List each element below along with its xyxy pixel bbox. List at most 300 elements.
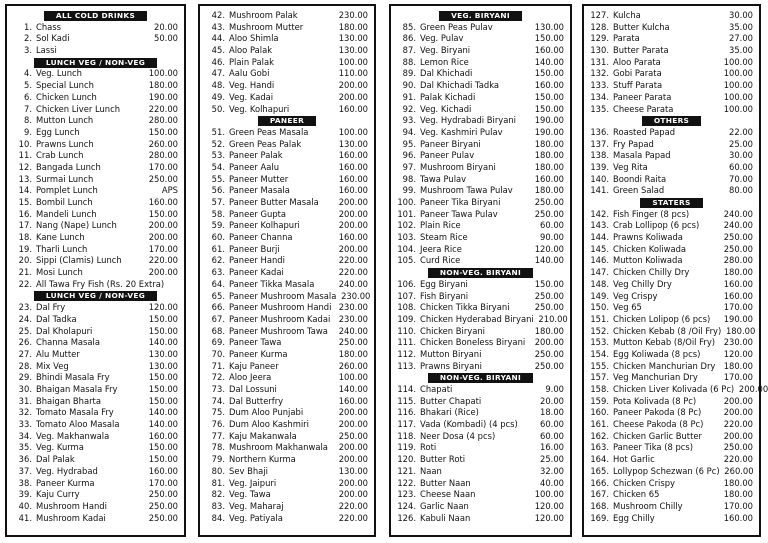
item-name: Paneer Mutter: [229, 173, 289, 184]
item-name: Butter Naan: [420, 477, 471, 488]
item-number: 67.: [211, 313, 225, 324]
item-number: 62.: [211, 255, 225, 266]
item-name: Paneer Burji: [229, 243, 280, 254]
menu-item: [397, 279, 564, 291]
item-price: 160.00: [534, 80, 564, 91]
item-price: 18.00: [540, 407, 564, 418]
item-name: Chicken Boneless Biryani: [420, 337, 526, 348]
item-name: Boondi Raita: [613, 173, 667, 184]
menu-item: [590, 302, 753, 314]
item-number: 160.: [590, 407, 609, 418]
item-price: 280.00: [723, 255, 753, 266]
item-price: 60.00: [540, 419, 564, 430]
item-name: Bhakari (Rice): [420, 407, 479, 418]
item-name: Mandeli Lunch: [36, 208, 97, 219]
item-name: Chapati: [420, 384, 453, 394]
item-name: Prawns Lunch: [36, 138, 94, 149]
item-name: Mushroom Chilly: [613, 500, 683, 511]
item-name: Lemon Rice: [420, 56, 469, 67]
menu-item: [13, 279, 178, 291]
item-name: Veg. Makhanwala: [36, 430, 110, 441]
item-name: Veg. Pulav: [420, 33, 464, 44]
item-name: Kabuli Naan: [420, 512, 471, 523]
item-price: 90.00: [540, 232, 564, 243]
item-number: 144.: [590, 232, 609, 243]
item-name: Veg. Kurma: [36, 442, 84, 453]
item-price: 160.00: [534, 45, 564, 56]
menu-item: [397, 442, 564, 454]
item-name: Paneer Tikka Masala: [229, 278, 315, 289]
menu-item: [590, 291, 753, 303]
item-price: 250.00: [534, 348, 564, 359]
item-price: 200.00: [338, 80, 368, 91]
item-number: 78.: [211, 442, 225, 453]
item-number: 44.: [211, 33, 225, 44]
item-price: 180.00: [723, 477, 753, 488]
item-price: 260.00: [724, 465, 754, 476]
item-price: 160.00: [723, 278, 753, 289]
item-price: 50.00: [154, 33, 178, 44]
item-number: 38.: [18, 477, 32, 488]
item-price: 250.00: [338, 430, 368, 441]
item-number: 23.: [18, 302, 32, 313]
menu-item: [13, 431, 178, 443]
item-name: Dal Khichadi Tadka: [420, 80, 500, 91]
menu-item: [206, 45, 368, 57]
menu-item: [590, 314, 753, 326]
item-number: 131.: [590, 56, 609, 67]
item-name: Veg. Biryani: [420, 45, 471, 56]
item-price: 130.00: [534, 21, 564, 32]
menu-item: [13, 407, 178, 419]
menu-item: [590, 10, 753, 22]
menu-item: [206, 349, 368, 361]
item-price: 100.00: [723, 103, 753, 114]
item-price: 32.00: [540, 465, 564, 476]
item-name: Garlic Naan: [420, 500, 469, 511]
section-header: [397, 372, 564, 384]
item-name: Veg. Kolhapuri: [229, 103, 290, 114]
menu-item: [397, 407, 564, 419]
item-name: Paneer Mushroom Tawa: [229, 325, 328, 336]
menu-item: [397, 197, 564, 209]
section-header-label: VEG. BIRYANI: [439, 11, 522, 21]
item-price: 160.00: [723, 512, 753, 523]
menu-item: [13, 419, 178, 431]
menu-item: [13, 174, 178, 186]
menu-item: [206, 478, 368, 490]
menu-item: [397, 22, 564, 34]
menu-item: [13, 314, 178, 326]
item-number: 36.: [18, 454, 32, 465]
item-number: 40.: [18, 500, 32, 511]
item-price: 200.00: [338, 477, 368, 488]
item-price: 190.00: [534, 126, 564, 137]
item-number: 145.: [590, 243, 609, 254]
item-price: 150.00: [148, 395, 178, 406]
menu-item: [590, 104, 753, 116]
menu-item: [397, 139, 564, 151]
item-name: Mushroom Palak: [229, 10, 298, 20]
item-number: 120.: [397, 454, 416, 465]
item-price: 150.00: [534, 91, 564, 102]
item-number: 124.: [397, 500, 416, 511]
item-number: 118.: [397, 430, 416, 441]
item-name: Steam Rice: [420, 232, 468, 243]
menu-item: [13, 244, 178, 256]
item-price: 180.00: [534, 161, 564, 172]
menu-item: [206, 267, 368, 279]
item-name: Aloo Palak: [229, 45, 273, 56]
menu-item: [206, 10, 368, 22]
item-number: 63.: [211, 267, 225, 278]
item-name: Chicken Garlic Butter: [613, 430, 702, 441]
item-price: 140.00: [534, 56, 564, 67]
item-name: Dal Kholapuri: [36, 325, 93, 336]
menu-item: [397, 384, 564, 396]
item-number: 93.: [402, 115, 416, 126]
menu-item: [397, 313, 568, 326]
item-number: 42.: [211, 10, 225, 20]
item-price: 120.00: [534, 512, 564, 523]
menu-item: [590, 162, 753, 174]
item-number: 82.: [211, 489, 225, 500]
item-number: 169.: [590, 512, 609, 523]
item-name: Chicken Hyderabad Biryani: [420, 313, 534, 324]
menu-item: [206, 489, 368, 501]
item-name: Dal Palak: [36, 454, 75, 465]
menu-item: [206, 384, 368, 396]
item-price: 150.00: [148, 384, 178, 394]
item-number: 161.: [590, 419, 609, 430]
item-number: 129.: [590, 33, 609, 44]
item-price: 150.00: [148, 325, 178, 336]
item-name: Fish Biryani: [420, 290, 469, 301]
item-price: 120.00: [534, 500, 564, 511]
item-number: 109.: [397, 313, 416, 324]
item-name: Paneer Kadai: [229, 267, 284, 278]
item-name: Paneer Biryani: [420, 138, 481, 149]
item-price: 130.00: [338, 45, 368, 56]
item-price: 190.00: [148, 91, 178, 102]
menu-item: [13, 372, 178, 384]
item-number: 168.: [590, 500, 609, 511]
item-number: 65.: [211, 290, 225, 301]
item-price: 160.00: [148, 465, 178, 476]
item-price: 260.00: [148, 138, 178, 149]
item-number: 15.: [18, 197, 32, 207]
item-name: Aloo Jeera: [229, 372, 272, 383]
menu-item: [206, 279, 368, 291]
item-number: 121.: [397, 465, 416, 476]
menu-item: [397, 185, 564, 197]
menu-item: [13, 22, 178, 34]
menu-item: [590, 33, 753, 45]
item-price: 200.00: [738, 384, 768, 394]
item-price: 180.00: [534, 185, 564, 196]
menu-item: [590, 267, 753, 279]
item-number: 130.: [590, 45, 609, 56]
item-name: Butter Roti: [420, 454, 466, 465]
item-name: Sippi (Clamis) Lunch: [36, 255, 122, 266]
section-header: [397, 267, 564, 279]
item-price: 120.00: [534, 243, 564, 254]
item-number: 1.: [24, 21, 32, 32]
item-number: 113.: [397, 360, 416, 371]
menu-item: [590, 279, 753, 291]
item-number: 95.: [402, 138, 416, 149]
menu-item: [206, 22, 368, 34]
item-number: 163.: [590, 442, 609, 453]
item-name: Veg. Kichadi: [420, 103, 472, 114]
menu-item: [397, 33, 564, 45]
item-price: 200.00: [338, 220, 368, 231]
item-number: 58.: [211, 208, 225, 219]
item-number: 20.: [18, 255, 32, 266]
menu-item: [397, 244, 564, 256]
menu-item: [13, 33, 178, 45]
item-price: 25.00: [729, 138, 753, 149]
item-name: Masala Papad: [613, 150, 671, 161]
item-number: 127.: [590, 10, 609, 20]
item-price: 250.00: [723, 232, 753, 243]
item-number: 97.: [402, 161, 416, 172]
item-number: 77.: [211, 430, 225, 441]
section-header-label: NON-VEG. BIRYANI: [428, 268, 533, 278]
menu-item: [397, 209, 564, 221]
menu-item: [13, 442, 178, 454]
item-price: 70.00: [729, 173, 753, 184]
item-price: 20.00: [154, 21, 178, 32]
item-number: 80.: [211, 465, 225, 476]
item-number: 28.: [18, 360, 32, 371]
item-name: Paneer Tika Biryani: [420, 197, 501, 207]
item-number: 110.: [397, 325, 416, 336]
menu-item: [590, 489, 753, 501]
item-number: 70.: [211, 348, 225, 359]
item-number: 68.: [211, 325, 225, 336]
item-name: Veg. Patiyala: [229, 512, 283, 523]
item-number: 153.: [590, 337, 609, 348]
menu-item: [13, 361, 178, 373]
item-price: 200.00: [338, 243, 368, 254]
item-number: 112.: [397, 348, 416, 359]
item-name: Chicken Tikka Biryani: [420, 302, 510, 313]
menu-item: [397, 361, 564, 373]
item-number: 101.: [397, 208, 416, 219]
menu-item: [13, 68, 178, 80]
item-price: 150.00: [148, 372, 178, 383]
item-price: 100.00: [338, 372, 368, 383]
menu-item: [13, 384, 178, 396]
menu-item: [590, 92, 753, 104]
item-name: Chicken Lolipop (6 pcs): [613, 313, 711, 324]
menu-item: [397, 162, 564, 174]
item-number: 114.: [397, 384, 416, 394]
menu-item: [206, 255, 368, 267]
item-number: 56.: [211, 185, 225, 196]
menu-item: [397, 513, 564, 525]
menu-item: [397, 302, 564, 314]
item-number: 92.: [402, 103, 416, 114]
menu-item: [397, 349, 564, 361]
item-name: Plain Rice: [420, 220, 461, 231]
item-price: 170.00: [723, 372, 753, 383]
item-name: Crab Lollipop (6 pcs): [613, 220, 700, 231]
menu-item: [13, 337, 178, 349]
item-number: 126.: [397, 512, 416, 523]
item-number: 100.: [397, 197, 416, 207]
item-name: Mushroom Biryani: [420, 161, 496, 172]
item-number: 166.: [590, 477, 609, 488]
item-price: 150.00: [534, 68, 564, 79]
item-number: 79.: [211, 454, 225, 465]
item-number: 46.: [211, 56, 225, 67]
item-number: 76.: [211, 419, 225, 430]
item-price: 180.00: [148, 80, 178, 91]
menu-item: [397, 92, 564, 104]
item-name: Veg Crispy: [613, 290, 658, 301]
item-number: 45.: [211, 45, 225, 56]
item-name: Pota Kolivada (8 Pc): [613, 395, 697, 406]
item-price: 200.00: [723, 407, 753, 418]
menu-item: [206, 174, 368, 186]
item-number: 47.: [211, 68, 225, 79]
item-name: Chicken Kebab (8 /Oil Fry): [613, 325, 722, 336]
item-price: 160.00: [338, 232, 368, 243]
menu-item: [590, 419, 753, 431]
menu-item: [590, 466, 753, 478]
menu-item: [397, 419, 564, 431]
item-price: 220.00: [338, 500, 368, 511]
item-number: 103.: [397, 232, 416, 243]
item-name: Chicken Liver Lunch: [36, 103, 121, 114]
item-price: 130.00: [338, 33, 368, 44]
item-number: 115.: [397, 395, 416, 406]
item-price: 140.00: [148, 407, 178, 418]
item-price: 80.00: [729, 185, 753, 196]
item-price: 240.00: [338, 325, 368, 336]
section-header-label: STATERS: [640, 198, 702, 208]
item-name: Hot Garlic: [613, 454, 655, 465]
item-name: Kaju Curry: [36, 489, 80, 500]
item-number: 17.: [18, 220, 32, 231]
item-number: 117.: [397, 419, 416, 430]
item-price: 200.00: [148, 267, 178, 278]
section-header-label: ALL COLD DRINKS: [44, 11, 147, 21]
item-name: Paneer Gupta: [229, 208, 287, 219]
item-name: Veg. Handi: [229, 80, 275, 91]
item-name: Naan: [420, 465, 442, 476]
item-number: 152.: [590, 325, 609, 336]
item-price: 280.00: [148, 115, 178, 126]
item-number: 119.: [397, 442, 416, 453]
menu-item: [590, 325, 756, 338]
menu-item: [13, 255, 178, 267]
menu-item: [590, 68, 753, 80]
item-number: 142.: [590, 208, 609, 219]
item-price: 160.00: [338, 173, 368, 184]
item-number: 148.: [590, 278, 609, 289]
item-name: Butter Kulcha: [613, 21, 670, 32]
menu-item: [206, 92, 368, 104]
menu-item: [590, 372, 753, 384]
item-number: 116.: [397, 407, 416, 418]
item-price: 240.00: [338, 278, 368, 289]
item-price: 220.00: [723, 419, 753, 430]
item-price: 60.00: [540, 430, 564, 441]
item-name: Kulcha: [613, 10, 641, 20]
item-name: Dal Butterfry: [229, 395, 284, 406]
item-number: 139.: [590, 161, 609, 172]
item-name: Fry Papad: [613, 138, 654, 149]
menu-item: [397, 150, 564, 162]
item-price: 60.00: [540, 220, 564, 231]
item-number: 81.: [211, 477, 225, 488]
item-number: 32.: [18, 407, 32, 418]
section-header-label: NON-VEG. BIRYANI: [428, 373, 533, 383]
item-number: 136.: [590, 126, 609, 137]
item-price: 170.00: [148, 243, 178, 254]
item-price: 160.00: [148, 430, 178, 441]
item-number: 52.: [211, 138, 225, 149]
item-name: Dal Tadka: [36, 313, 77, 324]
item-price: 16.00: [540, 442, 564, 453]
menu-item: [397, 337, 564, 349]
menu-item: [206, 337, 368, 349]
menu-item: [13, 267, 178, 279]
item-price: 200.00: [338, 419, 368, 430]
item-name: Sev Bhaji: [229, 465, 268, 476]
item-number: 74.: [211, 395, 225, 406]
item-price: 180.00: [723, 267, 753, 278]
menu-item: [206, 419, 368, 431]
item-name: Veg 65: [613, 302, 642, 313]
item-number: 71.: [211, 360, 225, 371]
item-price: 230.00: [338, 313, 368, 324]
item-number: 37.: [18, 465, 32, 476]
item-number: 73.: [211, 384, 225, 394]
item-name: Dal Lossuni: [229, 384, 277, 394]
menu-item: [206, 372, 368, 384]
section-header: [590, 115, 753, 127]
menu-item: [397, 396, 564, 408]
menu-item: [397, 454, 564, 466]
item-price: 250.00: [723, 442, 753, 453]
menu-item: [590, 185, 753, 197]
item-number: 33.: [18, 419, 32, 430]
item-number: 155.: [590, 360, 609, 371]
item-price: 170.00: [148, 161, 178, 172]
item-name: Chass: [36, 21, 62, 32]
item-name: Egg Chilly: [613, 512, 655, 523]
item-price: 160.00: [338, 185, 368, 196]
item-price: 100.00: [148, 68, 178, 79]
item-number: 84.: [211, 512, 225, 523]
menu-item: [590, 501, 753, 513]
item-name: Mutton Koliwada: [613, 255, 683, 266]
item-price: 250.00: [534, 197, 564, 207]
item-number: 154.: [590, 348, 609, 359]
item-name: Kaju Makanwala: [229, 430, 297, 441]
item-number: 39.: [18, 489, 32, 500]
item-number: 13.: [18, 173, 32, 184]
menu-item: [13, 466, 178, 478]
item-name: Paneer Mushroom Handi: [229, 302, 332, 313]
item-name: Veg. Kadai: [229, 91, 274, 102]
menu-item: [590, 454, 753, 466]
item-number: 88.: [402, 56, 416, 67]
